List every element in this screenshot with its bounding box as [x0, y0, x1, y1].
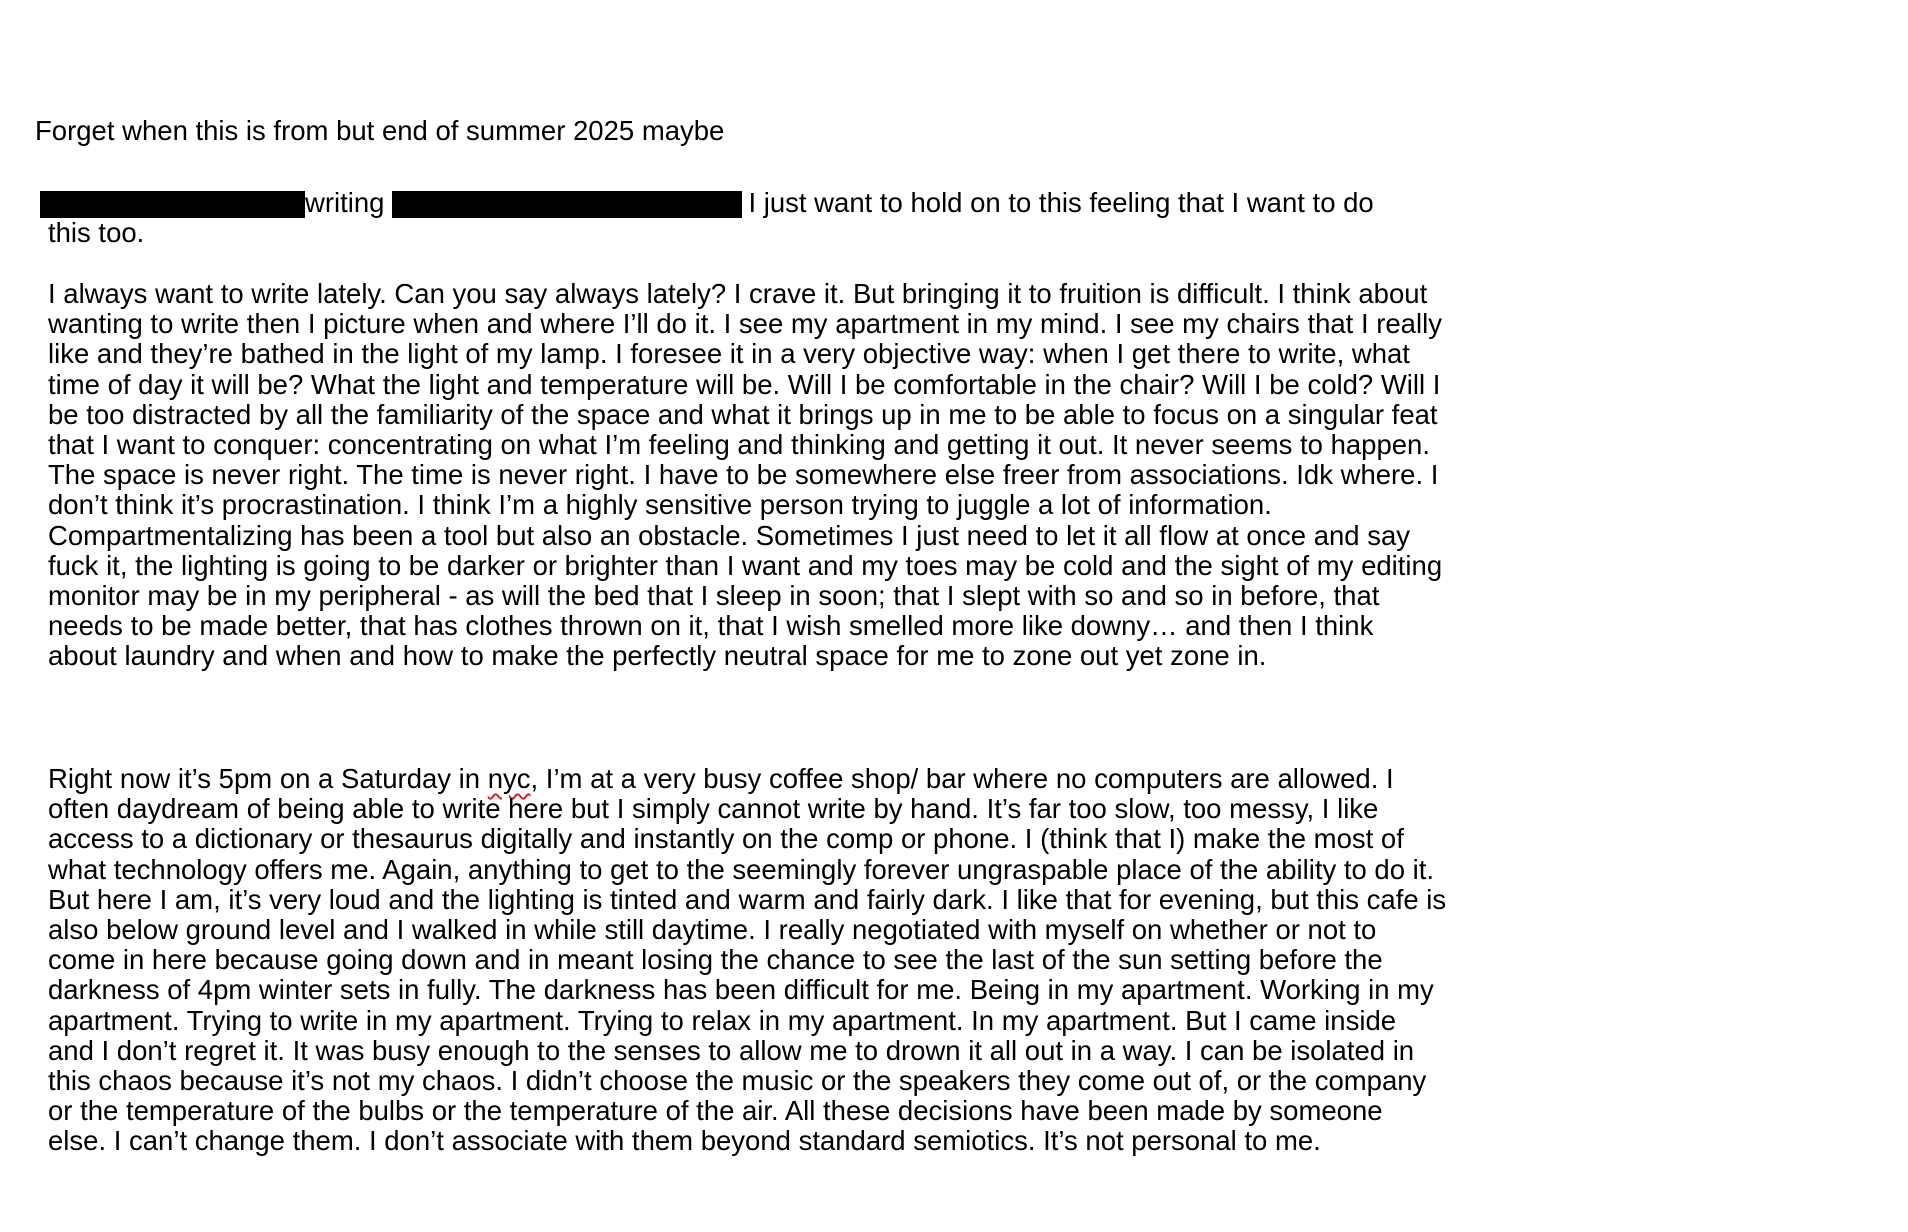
paragraph-3-start: Right now it’s 5pm on a Saturday in: [48, 763, 488, 794]
paragraph-2: I always want to write lately. Can you say always lately? I crave it. But bringing it to fruition is difficult. I think about wanting to write then I picture when and where I’ll do it. I see my apartment in my mind. I see my chairs that I really like and they’re bathed in the light of my lamp. I foresee it in a very objective way: when I get there to write, what time of day it will be? What the light and temperature will be. Will I be comfortable in the chair? Will I be cold? Will I be too distracted by all the familiarity of the space and what it brings up in me to be able to focus on a singular feat that I want to conquer: concentrating on what I’m feeling and thinking and getting it out. It never seems to happen. The space is never right. The time is never right. I have to be somewhere else freer from associations. Idk where. I don’t think it’s procrastination. I think I’m a highly sensitive person trying to juggle a lot of information. Compartmentalizing has been a tool but also an obstacle. Sometimes I just need to let it all flow at once and say fuck it, the lighting is going to be darker or brighter than I want and my toes may be cold and the sight of my editing monitor may be in my peripheral - as will the bed that I sleep in soon; that I slept with so and so in before, that needs to be made better, that has clothes thrown on it, that I wish smelled more like downy… and then I think about laundry and when and how to make the perfectly neutral space for me to zone out yet zone in.: [48, 278, 1443, 672]
redaction-bar-1: [40, 191, 305, 218]
paragraph-1-word: writing: [305, 187, 385, 218]
paragraph-1-text: I just want to hold on to this feeling that I want to do: [748, 187, 1374, 218]
redaction-bar-2: [392, 191, 742, 218]
spellcheck-flagged-word[interactable]: nyc: [487, 763, 531, 794]
note-title: Forget when this is from but end of summer 2025 maybe: [35, 115, 725, 146]
paragraph-1-line-2: this too.: [48, 217, 145, 248]
paragraph-3-rest: , I’m at a very busy coffee shop/ bar where no computers are allowed. I often daydream of being able to write here but I simply cannot write by hand. It’s far too slow, too messy, I like access to a dictionary or thesaurus digitally and instantly on the comp or phone. I (think that I) make the most of what technology offers me. Again, anything to get to the seemingly forever ungraspable place of the ability to do it. But here I am, it’s very loud and the lighting is tinted and warm and fairly dark. I like that for evening, but this cafe is also below ground level and I walked in while still daytime. I really negotiated with myself on whether or not to come in here because going down and in meant losing the chance to see the last of the sun setting before the darkness of 4pm winter sets in fully. The darkness has been difficult for me. Being in my apartment. Working in my apartment. Trying to write in my apartment. Trying to relax in my apartment. In my apartment. But I came inside and I don’t regret it. It was busy enough to the senses to allow me to drown it all out in a way. I can be isolated in this chaos because it’s not my chaos. I didn’t choose the music or the speakers they come out of, or the company or the temperature of the bulbs or the temperature of the air. All these decisions have been made by someone else. I can’t change them. I don’t associate with them beyond standard semiotics. It’s not personal to me.: [48, 763, 1447, 1157]
paragraph-1-line-1: [40, 188, 1374, 218]
paragraph-3: [48, 764, 1448, 1157]
